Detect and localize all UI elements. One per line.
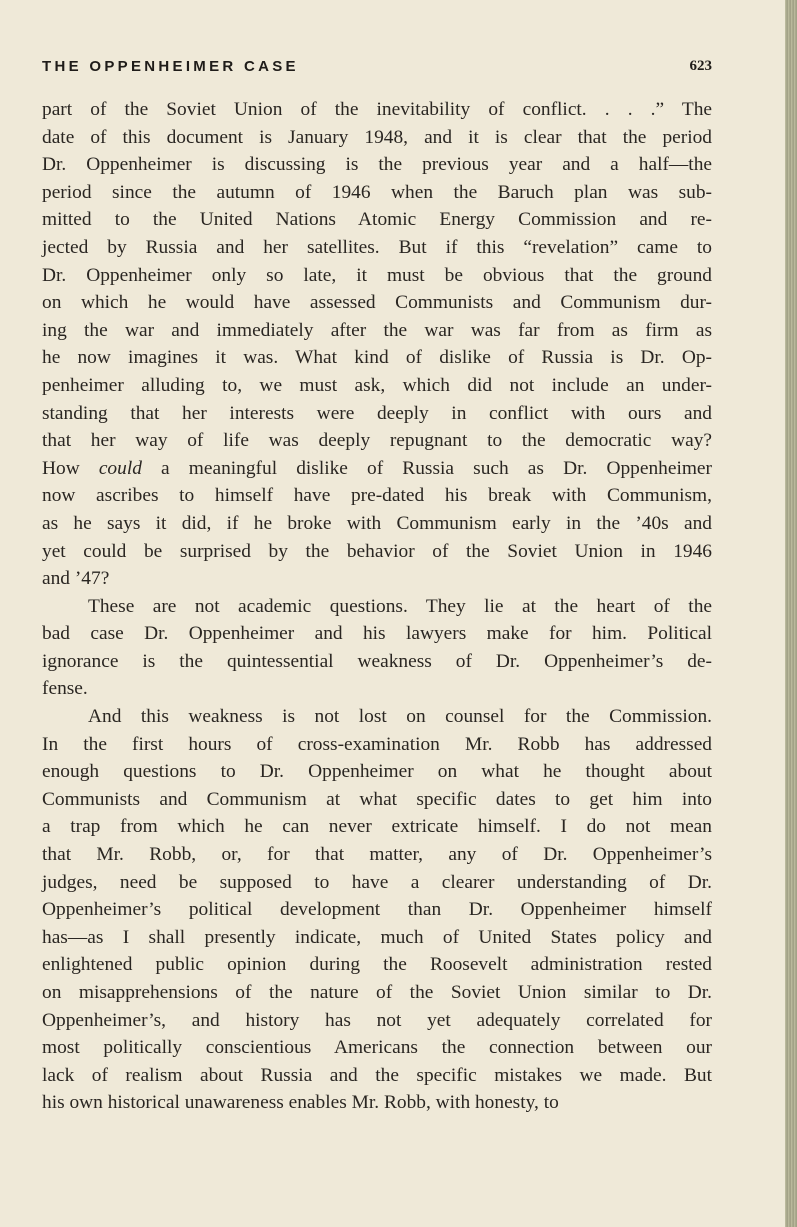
text-line: enough questions to Dr. Oppenheimer on what he thought about [42, 761, 712, 783]
text-line: standing that her interests were deeply in conflict with ours and [42, 402, 712, 424]
text-line: jected by Russia and her satellites. But if this “revelation” came to [42, 236, 712, 258]
text-line: Oppenheimer’s, and history has not yet adequately correlated for [42, 1009, 712, 1031]
page-number: 623 [689, 58, 712, 74]
text-line: And this weakness is not lost on counsel for the Commission. [88, 706, 712, 728]
text-line: ignorance is the quintessential weakness of Dr. Oppenheimer’s de- [42, 650, 712, 672]
emphasis: could [98, 457, 142, 479]
text-line: that Mr. Robb, or, for that matter, any of Dr. Oppenheimer’s [42, 844, 712, 866]
text-line: part of the Soviet Union of the inevitability of conflict. . . .” The [42, 99, 712, 120]
text-line: he now imagines it was. What kind of dislike of Russia is Dr. Op- [42, 347, 712, 369]
text-line: In the first hours of cross-examination Mr. Robb has addressed [42, 733, 712, 755]
text-line: his own historical unawareness enables Mr. Robb, with honesty, to [42, 1092, 559, 1114]
text-line: now ascribes to himself have pre-dated his break with Communism, [42, 485, 712, 507]
text-line: bad case Dr. Oppenheimer and his lawyers make for him. Political [42, 623, 712, 645]
text-line: These are not academic questions. They lie at the heart of the [88, 595, 712, 617]
text-line: has—as I shall presently indicate, much of United States policy and [42, 926, 712, 948]
text-line: penheimer alluding to, we must ask, which did not include an under- [42, 374, 712, 396]
body-text [42, 96, 712, 1117]
text-line: period since the autumn of 1946 when the Baruch plan was sub- [42, 181, 712, 203]
text-line: most politically conscientious Americans the connection between our [42, 1037, 712, 1059]
paragraph [42, 96, 712, 593]
page-header [42, 58, 712, 78]
text-line: lack of realism about Russia and the specific mistakes we made. But [42, 1064, 712, 1086]
text-line: enlightened public opinion during the Roosevelt administration rested [42, 954, 712, 976]
text-line: Oppenheimer’s political development than Dr. Oppenheimer himself [42, 899, 712, 921]
text-line: judges, need be supposed to have a clearer understanding of Dr. [42, 871, 712, 893]
paragraph [42, 703, 712, 1117]
text-line: on misapprehensions of the nature of the Soviet Union similar to Dr. [42, 982, 712, 1003]
text-line: as he says it did, if he broke with Communism early in the ’40s and [42, 512, 712, 534]
text-line: mitted to the United Nations Atomic Energy Commission and re- [42, 209, 712, 231]
text-line: Dr. Oppenheimer is discussing is the previous year and a half—the [42, 154, 712, 176]
text-line: ing the war and immediately after the war was far from as firm as [42, 319, 712, 341]
page-edge [785, 0, 797, 1227]
text-line: fense. [42, 678, 88, 700]
text-line: yet could be surprised by the behavior of the Soviet Union in 1946 [42, 540, 712, 562]
text-line: and ’47? [42, 568, 110, 590]
text-line: on which he would have assessed Communists and Communism dur- [42, 292, 712, 314]
text-line: that her way of life was deeply repugnant to the democratic way? [42, 430, 712, 452]
text-line: How could a meaningful dislike of Russia such as Dr. Oppenheimer [42, 457, 712, 479]
text-line: a trap from which he can never extricate himself. I do not mean [42, 816, 712, 838]
text-line: Communists and Communism at what specific dates to get him into [42, 788, 712, 810]
running-head: THE OPPENHEIMER CASE [42, 58, 299, 75]
text-line: Dr. Oppenheimer only so late, it must be obvious that the ground [42, 264, 712, 286]
paragraph [42, 593, 712, 703]
text-line: date of this document is January 1948, and it is clear that the period [42, 126, 712, 148]
